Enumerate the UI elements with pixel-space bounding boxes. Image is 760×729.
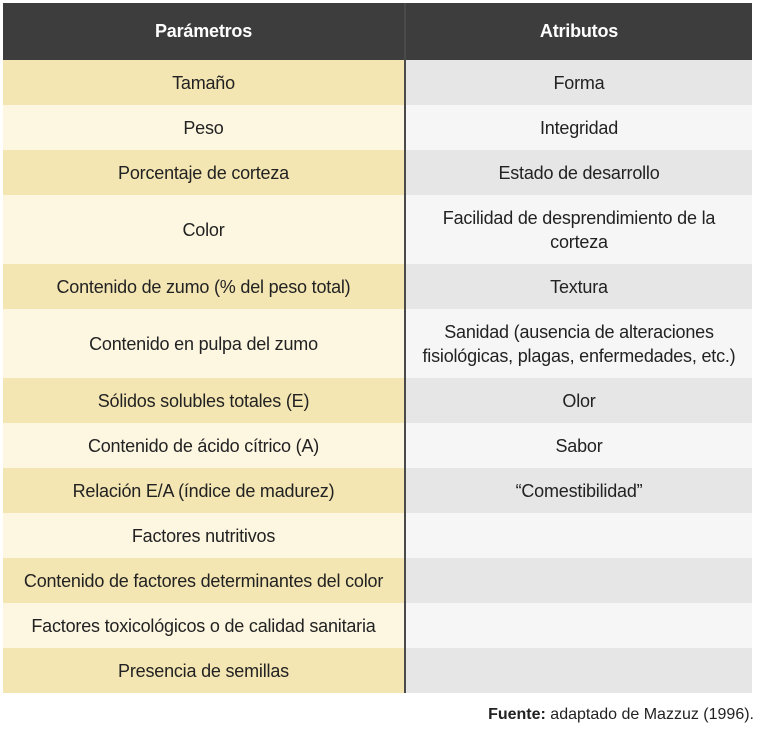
attr-cell: [405, 513, 752, 558]
table-row: [3, 648, 752, 693]
table-row: [3, 195, 752, 264]
header-parametros: Parámetros: [3, 3, 405, 60]
table-row: [3, 603, 752, 648]
attr-cell: [405, 195, 752, 264]
attr-cell: Forma: [405, 60, 752, 105]
attr-cell: Sabor: [405, 423, 752, 468]
attr-cell: [405, 558, 752, 603]
param-cell: Presencia de semillas: [3, 648, 405, 693]
header-atributos: Atributos: [405, 3, 752, 60]
param-cell: Contenido de ácido cítrico (A): [3, 423, 405, 468]
param-cell: Relación E/A (índice de madurez): [3, 468, 405, 513]
param-cell: Factores nutritivos: [3, 513, 405, 558]
attr-cell: “Comestibilidad”: [405, 468, 752, 513]
param-cell: Color: [3, 195, 405, 264]
table-row: [3, 60, 752, 105]
source-text: adaptado de Mazzuz (1996).: [545, 706, 754, 723]
param-cell: Factores toxicológicos o de calidad sanitaria: [3, 603, 405, 648]
source-note: [488, 706, 754, 724]
parameters-attributes-table: [3, 3, 752, 693]
attr-cell: [405, 648, 752, 693]
attr-cell: Estado de desarrollo: [405, 150, 752, 195]
attr-line: Facilidad de desprendimiento de la: [442, 207, 716, 228]
table-row: [3, 378, 752, 423]
attr-cell: Integridad: [405, 105, 752, 150]
table-header-row: [3, 3, 752, 60]
attr-line: corteza: [550, 231, 608, 252]
table-row: [3, 513, 752, 558]
param-cell: Tamaño: [3, 60, 405, 105]
table-row: [3, 105, 752, 150]
attr-cell: Textura: [405, 264, 752, 309]
table-row: [3, 150, 752, 195]
table-row: [3, 309, 752, 378]
param-cell: Peso: [3, 105, 405, 150]
param-cell: Contenido de zumo (% del peso total): [3, 264, 405, 309]
param-cell: Contenido de factores determinantes del color: [3, 558, 405, 603]
table-row: [3, 468, 752, 513]
attr-cell: Olor: [405, 378, 752, 423]
attr-cell: [405, 603, 752, 648]
attr-line: Sanidad (ausencia de alteraciones: [444, 321, 714, 342]
table-row: [3, 558, 752, 603]
param-cell: Sólidos solubles totales (E): [3, 378, 405, 423]
source-label: Fuente:: [488, 706, 546, 723]
param-cell: Porcentaje de corteza: [3, 150, 405, 195]
table-row: [3, 264, 752, 309]
param-cell: Contenido en pulpa del zumo: [3, 309, 405, 378]
attr-line: fisiológicas, plagas, enfermedades, etc.): [422, 345, 736, 366]
table-row: [3, 423, 752, 468]
attr-cell: [405, 309, 752, 378]
